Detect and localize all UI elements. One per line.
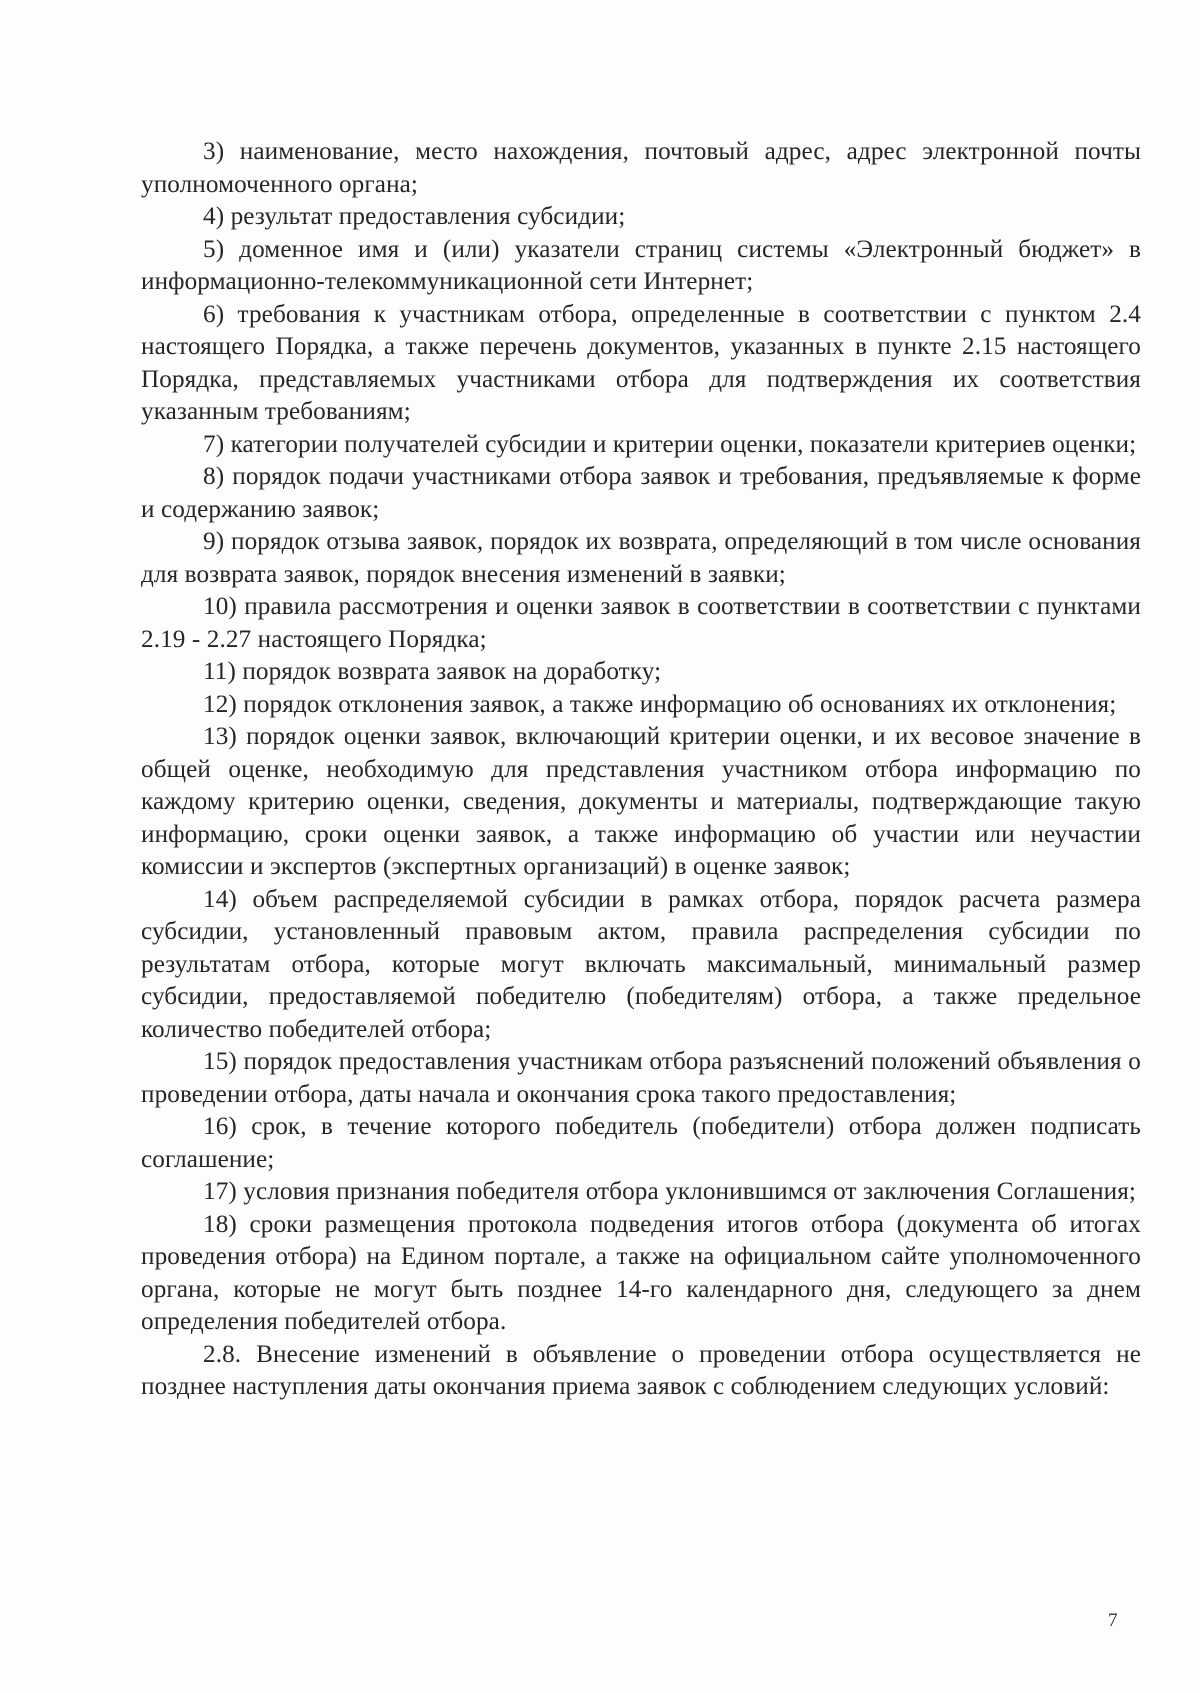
list-item-7: 7) категории получателей субсидии и критерии оценки, показатели критериев оценки; <box>203 430 1137 458</box>
list-item-3: 3) наименование, место нахождения, почтовый адрес, адрес электронной почты уполномоченного органа; <box>141 138 1141 198</box>
list-item-9: 9) порядок отзыва заявок, порядок их возврата, определяющий в том числе основания для возврата заявок, порядок внесения изменений в заявки; <box>141 528 1141 588</box>
page-number: 7 <box>1108 1610 1118 1631</box>
list-item-6: 6) требования к участникам отбора, определенные в соответствии с пунктом 2.4 настоящего Порядка, а также перечень документов, указанных в пункте 2.15 настоящего Порядка, представляемых участниками отбора для подтверждения их соответствия указанным требованиям; <box>141 300 1141 425</box>
list-item-18: 18) сроки размещения протокола подведения итогов отбора (документа об итогах проведения отбора) на Едином портале, а также на официальном сайте уполномоченного органа, которые не могут быть позднее 14-го календарного дня, следующего за днем определения победителей отбора. <box>141 1210 1141 1335</box>
list-item-16: 16) срок, в течение которого победитель (победители) отбора должен подписать соглашение; <box>141 1113 1141 1173</box>
list-item-10: 10) правила рассмотрения и оценки заявок в соответствии в соответствии с пунктами 2.19 - 2.27 настоящего Порядка; <box>141 593 1141 653</box>
list-item-8: 8) порядок подачи участниками отбора заявок и требования, предъявляемые к форме и содержанию заявок; <box>141 463 1141 523</box>
list-item-12: 12) порядок отклонения заявок, а также информацию об основаниях их отклонения; <box>203 690 1117 718</box>
list-item-4: 4) результат предоставления субсидии; <box>203 203 626 230</box>
list-item-14: 14) объем распределяемой субсидии в рамках отбора, порядок расчета размера субсидии, установленный правовым актом, правила распределения субсидии по результатам отбора, которые могут включать максимальный, минимальный размер субсидии, предоставляемой победителю (победителям) отбора, а также предельное количество победителей отбора; <box>141 885 1141 1043</box>
section-paragraph-2-8: 2.8. Внесение изменений в объявление о проведении отбора осуществляется не позднее наступления даты окончания приема заявок с соблюдением следующих условий: <box>141 1340 1141 1400</box>
list-item-5: 5) доменное имя и (или) указатели страниц системы «Электронный бюджет» в информационно-телекоммуникационной сети Интернет; <box>141 235 1141 295</box>
list-item-13: 13) порядок оценки заявок, включающий критерии оценки, и их весовое значение в общей оценке, необходимую для представления участником отбора информацию по каждому критерию оценки, сведения, документы и материалы, подтверждающие такую информацию, сроки оценки заявок, а также информацию об участии или неучастии комиссии и экспертов (экспертных организаций) в оценке заявок; <box>141 723 1141 880</box>
document-body <box>141 136 1141 1404</box>
list-item-17: 17) условия признания победителя отбора уклонившимся от заключения Соглашения; <box>203 1178 1137 1205</box>
list-item-15: 15) порядок предоставления участникам отбора разъяснений положений объявления о проведении отбора, даты начала и окончания срока такого предоставления; <box>141 1048 1141 1108</box>
list-item-11: 11) порядок возврата заявок на доработку; <box>203 658 662 685</box>
